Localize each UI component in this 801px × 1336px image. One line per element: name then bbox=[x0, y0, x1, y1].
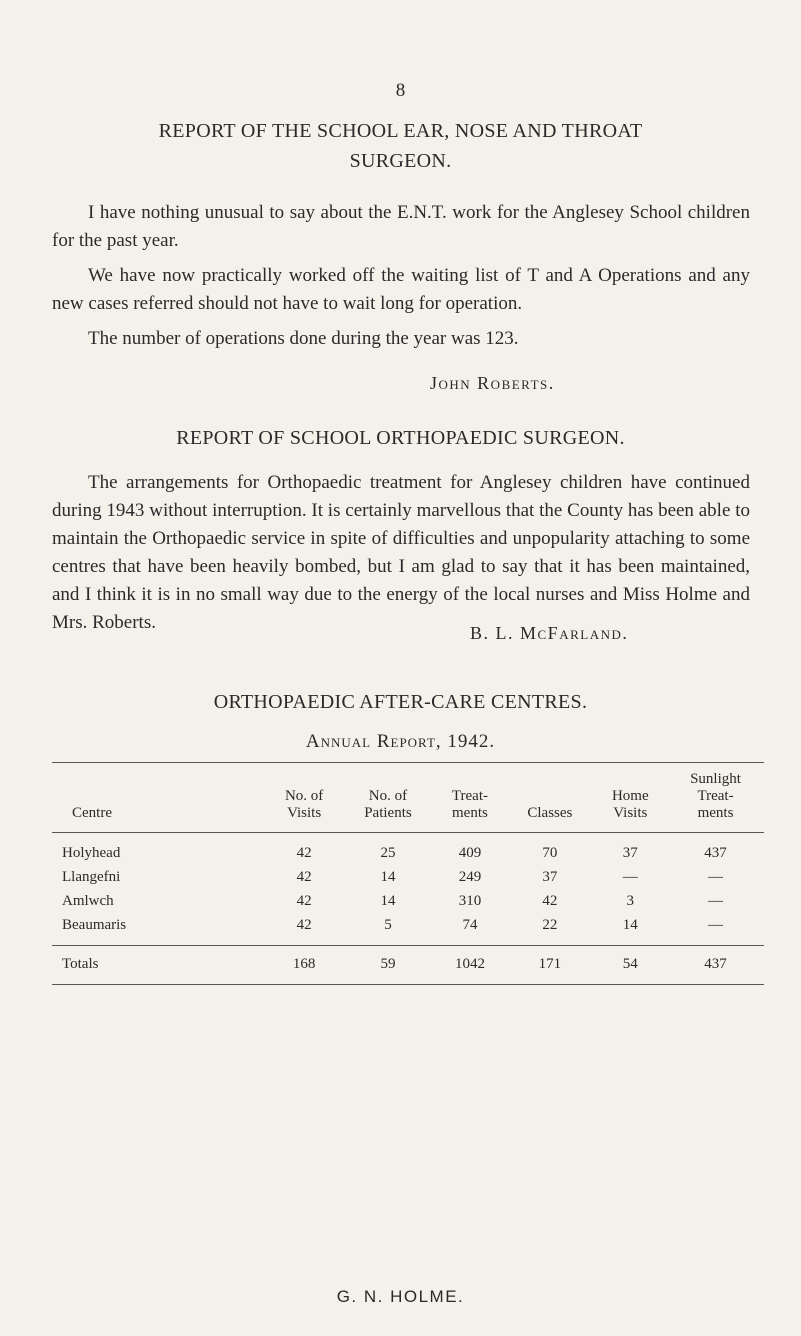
cell-visits: 42 bbox=[296, 892, 312, 909]
cell-home-visits: 14 bbox=[622, 916, 638, 933]
ortho-report-title: REPORT OF SCHOOL ORTHOPAEDIC SURGEON. bbox=[176, 427, 625, 449]
cell-centre: Beaumaris bbox=[62, 916, 127, 933]
header-treatments bbox=[434, 763, 507, 833]
aftercare-table-wrapper bbox=[52, 762, 764, 985]
table-row bbox=[52, 913, 764, 937]
cell-classes: 70 bbox=[542, 844, 558, 861]
table-row bbox=[52, 865, 764, 889]
cell-treatments: 74 bbox=[462, 916, 478, 933]
table-spacer bbox=[52, 937, 764, 946]
header-patients-line2: Patients bbox=[364, 805, 412, 821]
cell-patients: 25 bbox=[380, 844, 396, 861]
cell-visits: 42 bbox=[296, 868, 312, 885]
cell-totals-label: Totals bbox=[52, 946, 266, 985]
cell-total-classes: 171 bbox=[506, 946, 593, 985]
cell-total-visits: 168 bbox=[266, 946, 342, 985]
cell-sunlight: — bbox=[708, 868, 724, 885]
cell-total-patients: 59 bbox=[342, 946, 433, 985]
cell-classes: 42 bbox=[542, 892, 558, 909]
header-visits bbox=[266, 763, 342, 833]
cell-total-home-visits: 54 bbox=[594, 946, 668, 985]
cell-home-visits: 3 bbox=[626, 892, 635, 909]
cell-patients: 14 bbox=[380, 892, 396, 909]
header-sunlight-line3: ments bbox=[697, 805, 734, 821]
ent-paragraph-2: We have now practically worked off the waiting list of T and A Operations and any new cases referred should not have to wait long for operation. bbox=[52, 265, 750, 314]
header-home-visits-line2: Visits bbox=[613, 805, 648, 821]
table-header-row bbox=[52, 763, 764, 833]
table-totals-row bbox=[52, 946, 764, 985]
ent-report-title-line2: SURGEON. bbox=[349, 150, 452, 172]
ortho-signature: B. L. McFarland. bbox=[470, 623, 629, 643]
aftercare-signature: G. N. HOLME. bbox=[336, 1287, 465, 1306]
header-sunlight bbox=[667, 763, 764, 833]
aftercare-subtitle: Annual Report, 1942. bbox=[305, 731, 496, 752]
cell-patients: 5 bbox=[384, 916, 392, 933]
header-classes-label: Classes bbox=[527, 805, 573, 821]
cell-visits: 42 bbox=[296, 844, 312, 861]
cell-centre: Holyhead bbox=[62, 844, 121, 861]
cell-classes: 37 bbox=[542, 868, 558, 885]
header-centre bbox=[52, 763, 266, 833]
header-treatments-line2: ments bbox=[452, 805, 488, 821]
cell-treatments: 310 bbox=[458, 892, 482, 909]
cell-sunlight: 437 bbox=[704, 844, 727, 861]
ent-signature: John Roberts. bbox=[430, 373, 555, 393]
header-centre-label: Centre bbox=[72, 805, 112, 821]
header-home-visits bbox=[594, 763, 668, 833]
header-home-visits-line1: Home bbox=[611, 788, 649, 804]
cell-home-visits: 37 bbox=[622, 844, 638, 861]
cell-total-treatments: 1042 bbox=[434, 946, 507, 985]
cell-treatments: 409 bbox=[458, 844, 482, 861]
cell-classes: 22 bbox=[542, 916, 558, 933]
header-patients bbox=[342, 763, 433, 833]
cell-sunlight: — bbox=[708, 892, 724, 909]
ent-report-title-line1: REPORT OF THE SCHOOL EAR, NOSE AND THROAT bbox=[158, 120, 643, 142]
header-visits-line1: No. of bbox=[284, 788, 324, 804]
ortho-paragraph: The arrangements for Orthopaedic treatment for Anglesey children have continued during 1943 without interruption. It is certainly marvellous that the County has been able to maintain the Orthopaedic service in spite of difficulties and unpopularity attaching to some centres that have been heavily bombed, but I am glad to say that it has been maintained, and I think it is in no small way due to the energy of the local nurses and Miss Holme and Mrs. Roberts. bbox=[52, 472, 750, 633]
header-treatments-line1: Treat- bbox=[451, 788, 488, 804]
cell-centre: Llangefni bbox=[62, 868, 121, 885]
ent-paragraph-1: I have nothing unusual to say about the E.N.T. work for the Anglesey School children for the past year. bbox=[52, 202, 750, 251]
table-row bbox=[52, 889, 764, 913]
cell-treatments: 249 bbox=[458, 868, 482, 885]
header-classes bbox=[506, 763, 593, 833]
cell-patients: 14 bbox=[380, 868, 396, 885]
cell-sunlight: — bbox=[708, 916, 724, 933]
header-sunlight-line2: Treat- bbox=[697, 788, 734, 804]
cell-visits: 42 bbox=[296, 916, 312, 933]
aftercare-title: ORTHOPAEDIC AFTER-CARE CENTRES. bbox=[213, 691, 588, 713]
table-row bbox=[52, 833, 764, 866]
aftercare-table bbox=[52, 762, 764, 985]
cell-total-sunlight: 437 bbox=[667, 946, 764, 985]
page-number: 8 bbox=[395, 80, 406, 101]
cell-centre: Amlwch bbox=[62, 892, 114, 909]
header-patients-line1: No. of bbox=[368, 788, 408, 804]
ent-paragraph-3: The number of operations done during the year was 123. bbox=[88, 328, 519, 349]
header-visits-line2: Visits bbox=[287, 805, 322, 821]
cell-home-visits: — bbox=[622, 868, 638, 885]
header-sunlight-line1: Sunlight bbox=[690, 771, 741, 787]
